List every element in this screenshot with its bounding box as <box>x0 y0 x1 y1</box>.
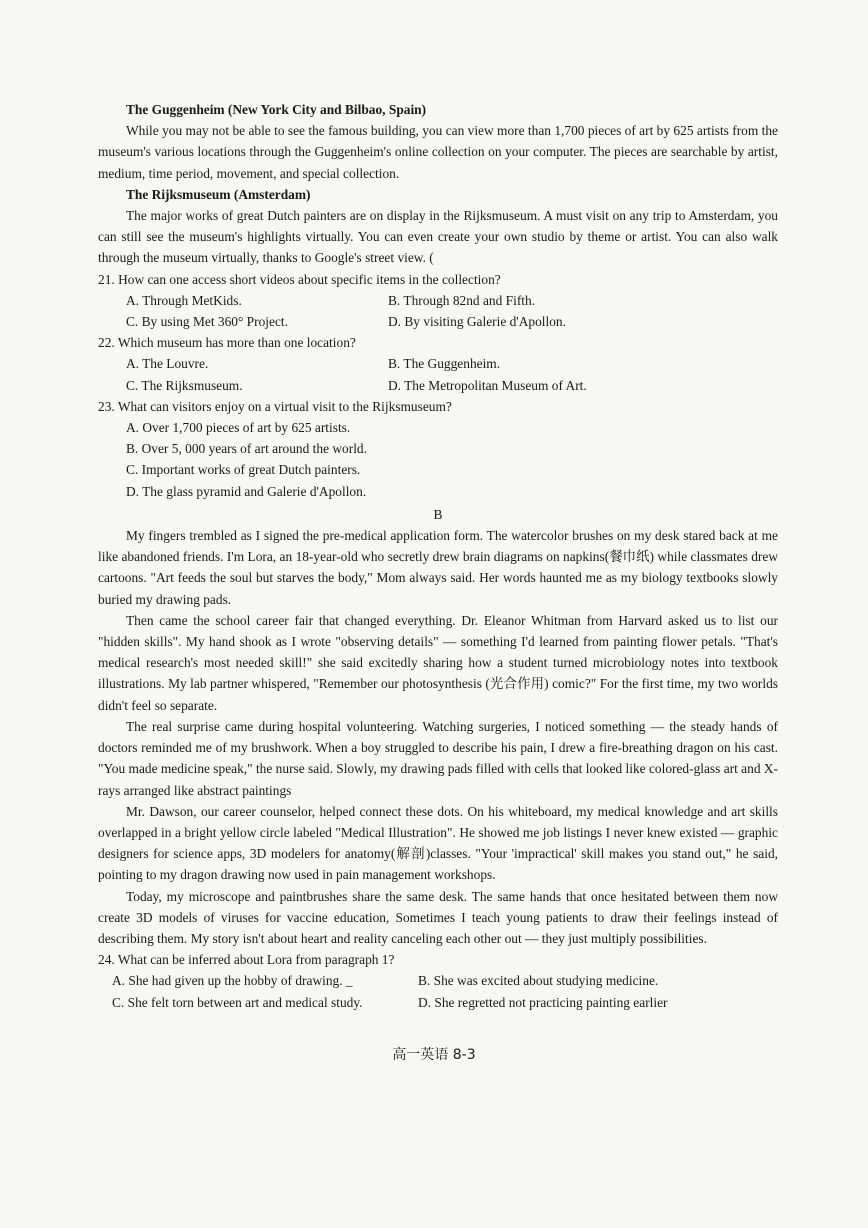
question-22-stem: 22. Which museum has more than one location? <box>98 335 356 351</box>
rijksmuseum-heading: The Rijksmuseum (Amsterdam) <box>126 186 311 202</box>
option-a: A. Through MetKids. <box>126 292 242 308</box>
option-a: A. The Louvre. <box>126 356 209 372</box>
question-22-options <box>98 353 778 395</box>
question-21 <box>98 269 778 333</box>
question-24-stem: 24. What can be inferred about Lora from paragraph 1? <box>98 952 395 968</box>
passage-b-paragraph-1: My fingers trembled as I signed the pre-medical application form. The watercolor brushes on my desk stared back at me like abandoned friends. I'm Lora, an 18-year-old who secretly drew brain diagrams on napkins(餐巾纸) while classmates drew cartoons. "Art feeds the soul but starves the body," Mom always said. Her words haunted me as my biology textbooks slowly buried my drawing pads. <box>98 528 778 607</box>
question-21-stem: 21. How can one access short videos about specific items in the collection? <box>98 271 501 287</box>
passage-b-paragraph-2: Then came the school career fair that changed everything. Dr. Eleanor Whitman from Harvard asked us to list our "hidden skills". My hand shook as I wrote "observing details" — something I'd learned from painting flower petals. "That's medical research's most needed skill!" she said excitedly sharing how a student turned microbiology notes into textbook illustrations. My lab partner whispered, "Remember our photosynthesis (光合作用) comic?" For the first time, my two worlds didn't feel so separate. <box>98 612 778 713</box>
question-23-options <box>98 417 778 502</box>
option-c: C. The Rijksmuseum. <box>126 377 243 393</box>
rijksmuseum-text: The major works of great Dutch painters are on display in the Rijksmuseum. A must visit on any trip to Amsterdam, you can still see the museum's highlights virtually. You can even create your own studio by theme or artist. You can also walk through the museum virtually, thanks to Google's street view. ( <box>98 208 778 266</box>
guggenheim-text: While you may not be able to see the famous building, you can view more than 1,700 pieces of art by 625 artists from the museum's various locations through the Guggenheim's online collection on your computer. The pieces are searchable by artist, medium, time period, movement, and special collection. <box>98 123 778 181</box>
question-23-stem: 23. What can visitors enjoy on a virtual visit to the Rijksmuseum? <box>98 398 452 414</box>
question-24 <box>98 949 778 1013</box>
option-d: D. The Metropolitan Museum of Art. <box>388 377 587 393</box>
option-c: C. By using Met 360° Project. <box>126 314 288 330</box>
passage-b-paragraph-4: Mr. Dawson, our career counselor, helped connect these dots. On his whiteboard, my medical knowledge and art skills overlapped in a bright yellow circle labeled "Medical Illustration". He showed me job listings I never knew existed — graphic designers for science apps, 3D modelers for anatomy(解剖)classes. "Your 'impractical' skill makes you stand out," he said, pointing to my dragon drawing now used in pain management workshops. <box>98 803 778 883</box>
option-b: B. Over 5, 000 years of art around the world. <box>126 441 367 457</box>
option-d: D. By visiting Galerie d'Apollon. <box>388 314 566 330</box>
option-b: B. She was excited about studying medicine. <box>418 973 659 989</box>
option-b: B. Through 82nd and Fifth. <box>388 292 536 308</box>
guggenheim-heading: The Guggenheim (New York City and Bilbao, Spain) <box>126 102 427 117</box>
option-b: B. The Guggenheim. <box>388 356 501 372</box>
option-a: A. Over 1,700 pieces of art by 625 artists. <box>126 420 351 436</box>
section-b-heading: B <box>433 506 443 522</box>
option-c: C. Important works of great Dutch painters. <box>126 462 361 478</box>
question-22 <box>98 332 778 396</box>
passage-b-paragraph-3: The real surprise came during hospital volunteering. Watching surgeries, I noticed something — the steady hands of doctors reminded me of my brushwork. When a boy struggled to describe his pain, I drew a fire-breathing dragon on his cast. "You made medicine speak," the nurse said. Slowly, my drawing pads filled with cells that looked like colored-glass art and X-rays arranged like abstract paintings <box>98 718 778 798</box>
question-24-options <box>98 970 778 1012</box>
question-23 <box>98 396 778 502</box>
page-footer: 高一英语 8-3 <box>392 1047 476 1063</box>
question-21-options <box>98 290 778 332</box>
option-d: D. The glass pyramid and Galerie d'Apollon. <box>126 483 367 499</box>
option-c: C. She felt torn between art and medical study. <box>112 994 363 1010</box>
passage-b-paragraph-5: Today, my microscope and paintbrushes share the same desk. The same hands that once hesitated between them now create 3D models of viruses for vaccine education, Sometimes I teach young patients to draw their feelings instead of describing them. My story isn't about heart and reality canceling each other out — they just multiply possibilities. <box>98 888 778 946</box>
option-a: A. She had given up the hobby of drawing. _ <box>112 973 353 989</box>
page-content <box>98 99 778 1013</box>
option-d: D. She regretted not practicing painting earlier <box>418 994 668 1010</box>
